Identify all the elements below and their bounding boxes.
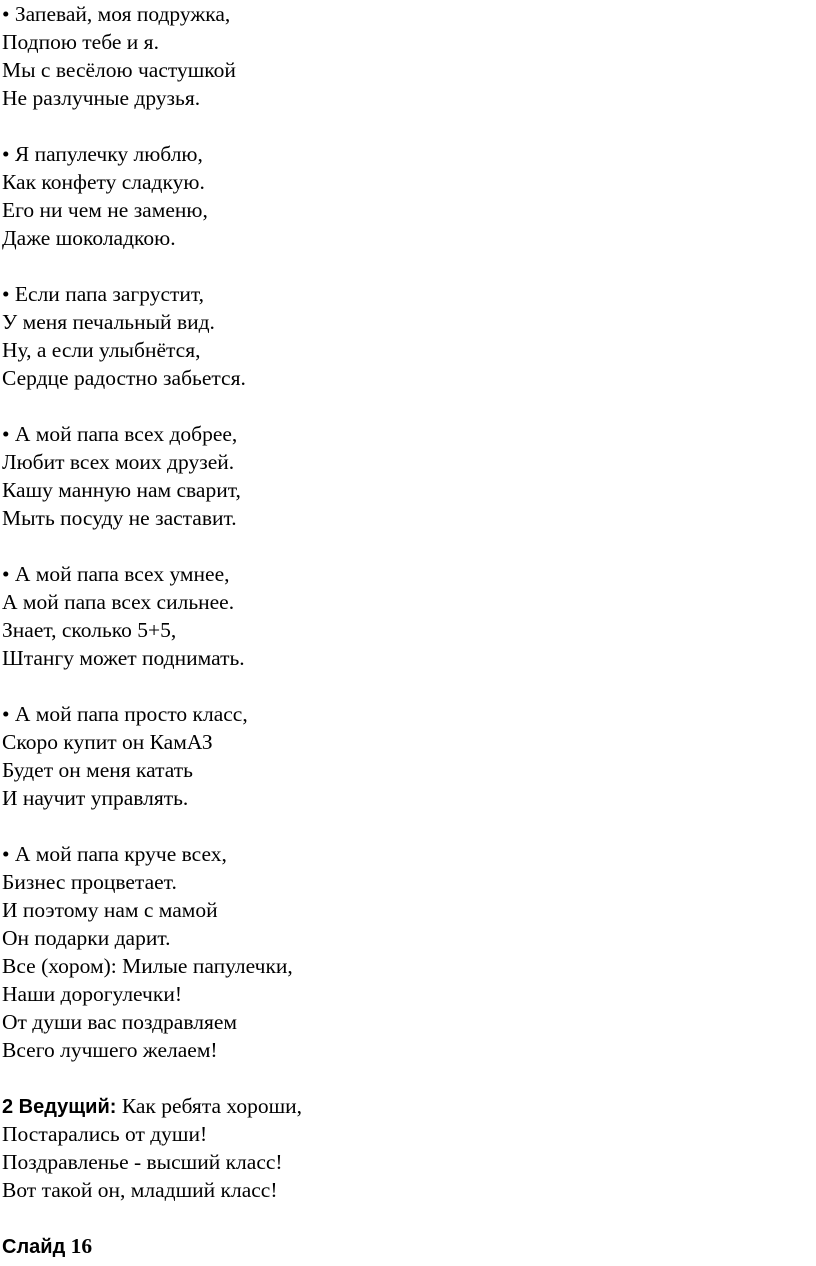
verse-line: Любит всех моих друзей.: [2, 450, 235, 474]
stanza-3: [2, 280, 812, 392]
verse-line: Наши дорогулечки!: [2, 982, 182, 1006]
verse-line: Подпою тебе и я.: [2, 30, 159, 54]
stanza-4: [2, 420, 812, 532]
slide-number: 16: [70, 1234, 93, 1258]
host-line: Как ребята хороши,: [116, 1094, 303, 1118]
stanza-gap: [2, 252, 812, 280]
verse-line: • А мой папа всех добрее,: [2, 422, 238, 446]
verse-line: Всего лучшего желаем!: [2, 1038, 218, 1062]
verse-line: И поэтому нам с мамой: [2, 898, 218, 922]
stanza-gap: [2, 1064, 812, 1092]
section-gap: [2, 1204, 812, 1232]
verse-line: У меня печальный вид.: [2, 310, 215, 334]
verse-line: Знает, сколько 5+5,: [2, 618, 177, 642]
verse-line: • Если папа загрустит,: [2, 282, 205, 306]
host-line: Постарались от души!: [2, 1122, 208, 1146]
verse-line: • Запевай, моя подружка,: [2, 2, 231, 26]
stanza-5: [2, 560, 812, 672]
verse-line: Он подарки дарит.: [2, 926, 171, 950]
verse-line: • А мой папа всех умнее,: [2, 562, 230, 586]
verse-line: • А мой папа просто класс,: [2, 702, 248, 726]
slide-label: Слайд: [2, 1236, 66, 1258]
stanza-gap: [2, 672, 812, 700]
stanza-2: [2, 140, 812, 252]
document-body: [2, 0, 812, 1260]
verse-line: Не разлучные друзья.: [2, 86, 201, 110]
stanza-gap: [2, 812, 812, 840]
verse-line: Как конфету сладкую.: [2, 170, 205, 194]
stanza-7: [2, 840, 812, 1064]
slide-heading: [2, 1232, 812, 1260]
host-first-line: [2, 1092, 812, 1120]
verse-line: Скоро купит он КамАЗ: [2, 730, 213, 754]
stanza-gap: [2, 392, 812, 420]
verse-line: Ну, а если улыбнётся,: [2, 338, 201, 362]
verse-line: Даже шоколадкою.: [2, 226, 176, 250]
verse-line: Мы с весёлою частушкой: [2, 58, 236, 82]
verse-line: Будет он меня катать: [2, 758, 193, 782]
verse-line: Мыть посуду не заставит.: [2, 506, 237, 530]
host-line: Вот такой он, младший класс!: [2, 1178, 278, 1202]
verse-line: А мой папа всех сильнее.: [2, 590, 235, 614]
verse-line: От души вас поздравляем: [2, 1010, 237, 1034]
verse-line: • А мой папа круче всех,: [2, 842, 227, 866]
stanza-gap: [2, 532, 812, 560]
verse-line: Сердце радостно забьется.: [2, 366, 246, 390]
stanza-gap: [2, 112, 812, 140]
verse-line: Бизнес процветает.: [2, 870, 177, 894]
stanza-1: [2, 0, 812, 112]
verse-line: Его ни чем не заменю,: [2, 198, 208, 222]
host-speech: [2, 1092, 812, 1204]
verse-line: И научит управлять.: [2, 786, 189, 810]
verse-line: Все (хором): Милые папулечки,: [2, 954, 293, 978]
verse-line: • Я папулечку люблю,: [2, 142, 203, 166]
verse-line: Штангу может поднимать.: [2, 646, 245, 670]
host-label: 2 Ведущий:: [2, 1096, 117, 1118]
stanza-6: [2, 700, 812, 812]
host-line: Поздравленье - высший класс!: [2, 1150, 283, 1174]
verse-line: Кашу манную нам сварит,: [2, 478, 241, 502]
